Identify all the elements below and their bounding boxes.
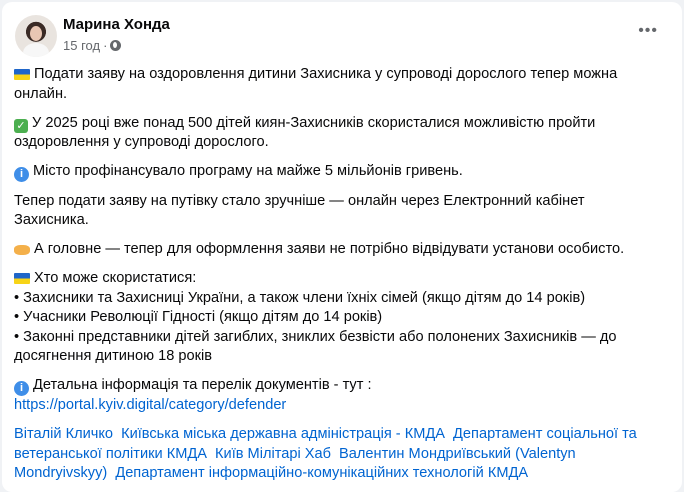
line-text: Захисника. <box>14 212 89 228</box>
line-text: У 2025 році вже понад 500 дітей киян-Захисників скористалися можливістю пройти <box>32 114 596 131</box>
line-text: Подати заяву на оздоровлення дитини Захисника у супроводі дорослого тепер можна <box>34 66 618 82</box>
post-paragraph <box>14 192 674 231</box>
info-icon: i <box>14 167 29 182</box>
tag-link[interactable]: Департамент соціальної та ветеранської політики КМДА <box>14 426 637 462</box>
line-text: досягнення дитиною 18 років <box>14 348 212 364</box>
line-text: Тепер подати заяву на путівку стало зручніше — онлайн через Електронний кабінет <box>14 192 585 209</box>
ukraine-flag-icon <box>14 273 30 284</box>
handshake-icon <box>14 245 30 255</box>
paragraph-line <box>14 240 674 260</box>
line-text: • Учасники Революції Гідності (якщо дітям до 14 років) <box>14 309 383 325</box>
post-body <box>14 65 674 484</box>
tag-link[interactable]: Київ Мілітарі Хаб <box>215 445 331 462</box>
post-paragraph <box>14 114 674 153</box>
post-meta <box>63 38 121 53</box>
line-text: Хто може скористатися: <box>34 270 197 286</box>
check-mark-icon: ✓ <box>14 119 28 133</box>
paragraph-line <box>14 85 674 105</box>
more-options-button[interactable]: ••• <box>638 22 658 39</box>
paragraph-line <box>14 328 674 348</box>
line-text: онлайн. <box>14 85 68 102</box>
paragraph-line <box>14 192 674 212</box>
globe-icon <box>110 40 121 51</box>
tag-link[interactable]: Валентин Мондриївський (Valentyn Mondryivskyy) <box>14 445 576 481</box>
post-time[interactable]: 15 год <box>63 38 101 53</box>
line-text: Місто профінансувало програму на майже 5 мільйонів гривень. <box>33 163 463 179</box>
paragraph-line <box>14 269 674 289</box>
meta-separator: · <box>103 38 108 53</box>
post-paragraph <box>14 65 674 104</box>
tagged-pages <box>14 425 674 484</box>
paragraph-line <box>14 65 674 85</box>
tag-link[interactable]: Департамент інформаційно-комунікаційних технологій КМДА <box>115 465 529 481</box>
paragraph-line <box>14 211 674 231</box>
post-card <box>2 2 682 492</box>
paragraph-line <box>14 308 674 328</box>
paragraph-line <box>14 114 674 134</box>
line-text: • Захисники та Захисниці України, а також члени їхніх сімей (якщо дітям до 14 років) <box>14 289 586 306</box>
tag-link[interactable]: Віталій Кличко <box>14 426 114 442</box>
paragraph-line <box>14 133 674 153</box>
line-text: А головне — тепер для оформлення заяви не потрібно відвідувати установи особисто. <box>34 241 625 257</box>
detail-link[interactable]: https://portal.kyiv.digital/category/defender <box>14 397 287 413</box>
post-paragraph <box>14 269 674 367</box>
author-avatar[interactable] <box>15 15 57 57</box>
line-text: • Законні представники дітей загиблих, зниклих безвісти або полонених Захисників — до <box>14 328 617 345</box>
paragraph-line <box>14 376 674 396</box>
ukraine-flag-icon <box>14 69 30 80</box>
paragraph-line <box>14 289 674 309</box>
line-text: Детальна інформація та перелік документів - тут : <box>33 377 372 393</box>
info-icon: i <box>14 381 29 396</box>
paragraph-line <box>14 162 674 182</box>
post-paragraph <box>14 240 674 260</box>
author-name[interactable]: Марина Хонда <box>63 16 170 33</box>
tag-link[interactable]: Київська міська державна адміністрація - КМДА <box>121 426 445 442</box>
post-paragraph <box>14 162 674 182</box>
post-paragraph <box>14 376 674 416</box>
paragraph-line <box>14 347 674 367</box>
line-text: оздоровлення у супроводі дорослого. <box>14 134 269 150</box>
